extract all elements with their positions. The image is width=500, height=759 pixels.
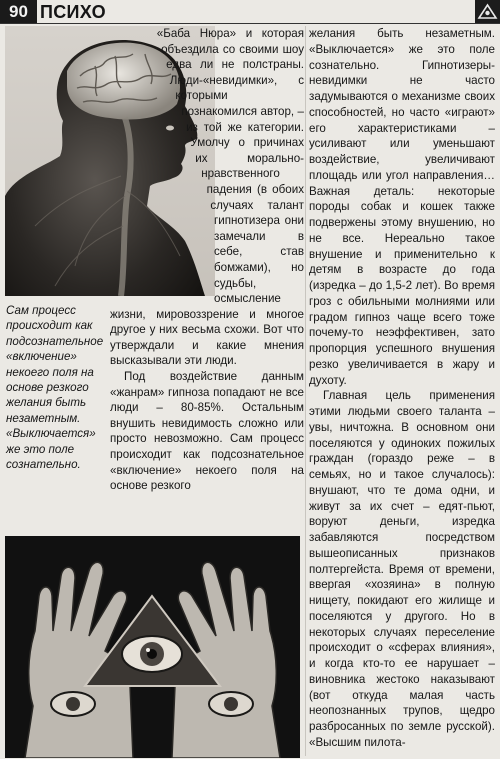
image-caption: Сам процесс происходит как подсознательное «включение» некоего поля на основе резкого желания быть незаметным. «Выключается» же это поле сознательно. [6,304,104,472]
middle-text-column [110,26,304,494]
page-header [0,0,500,24]
header-rule [0,23,500,24]
hands-eye-illustration [5,536,300,758]
paragraph: «Баба Нюра» и которая объездила со своими шоу едва ли не полстраны. Люди-«невидимки», с которыми познакомился автор, – из той же категории. Умолчу о причинах их морально-нравственного падения (в обоих случаях талант гипнотизера они замечали в себе, став бомжами), но судьбы, осмысление жизни, мировоззрение и многое другое у них весьма схожи. Вот что утверждали и какие мнения высказывали эти люди. [110,27,304,368]
paragraph: желания быть незаметным. «Выключается» же это поле сознательно. Гипнотизеры-невидимки не часто задумываются о механизме своих способностей, но часто «играют» его характеристиками – усиливают или уменьшают воздействие, увеличивают площадь или угол направления… Важная деталь: некоторые породы собак и кошек также подвержены этому внушению, но не все. Нереально такое внушение и применительно к детям в возрасте до года (изредка – до 1,5-2 лет). Во время гроз с обильными молниями или градом гипноз чаще всего тоже почему-то неэффективен, зато пропорция успешного внушения резко увеличивается в жару и духоту. [309,27,495,387]
page-number: 90 [0,0,37,24]
paragraph: Под воздействие данным «жанрам» гипноза попадают не все люди – 80-85%. Остальным внушить невидимость сложно или просто невозможно. Сам процесс происходит как подсознательное «включение» некоего поля на основе резкого [110,370,304,493]
paragraph: Главная цель применения этими людьми своего таланта – увы, ничтожна. В основном они поселяются у одиноких пожилых граждан (гораздо реже – в семьях, но и такое случалось): внушают, что те дома одни, и живут за их счет – едят-пьют, воруют деньги, изредка забавляются посредством вышеописанных признаков полтергейста. Время от времени, ввергая «хозяина» в полную нищету, покидают его жилище и поселяются у другого. Но в некоторых случаях переселение происходит о «сферах влияния», и когда кто-то ее нарушает – виновника жестоко наказывают (вот откуда малая часть неопознанных трупов, щедро разбросанных по земле русской). «Высшим пилота- [309,389,495,749]
magazine-logo-icon [475,0,500,24]
section-title: ПСИХО [40,2,106,22]
column-divider [305,26,306,756]
right-text-column [309,26,495,751]
